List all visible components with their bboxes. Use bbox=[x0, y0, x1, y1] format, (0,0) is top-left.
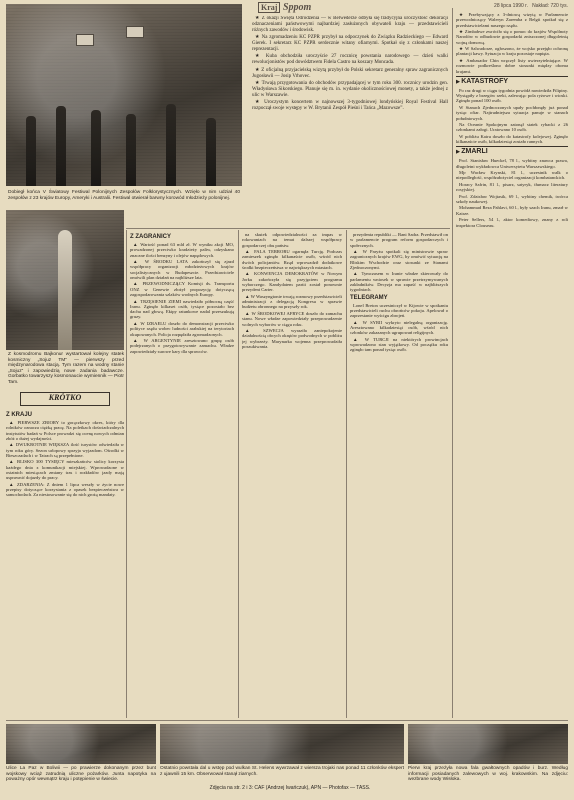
krotko-item: ▲ PIERWSZE ZBIORY to gorączkowy okres, który dla rolników oznacza ciężką pracę. Na poletkach doświadczalnych instytutów badań w Polsce prowadzi się ocenę nowych odmian zbóż o dużej wydajności. bbox=[6, 420, 124, 441]
festival-photo bbox=[6, 4, 242, 186]
dancer-figure bbox=[126, 114, 136, 186]
z-kraju-heading: Z KRAJU bbox=[6, 412, 33, 418]
telegramy-heading: TELEGRAMY bbox=[350, 294, 388, 301]
rocket-photo bbox=[6, 210, 124, 350]
section-rule bbox=[126, 228, 450, 229]
volcano-caption: Ostatnio powstała dal u wstęp pod wulkan St. Helens wywrzawał z wiersza trojaki nas ponad 11 członków ekspert z ujawnili 15 km. Obserwował stanął ziarnych. bbox=[160, 766, 404, 777]
krotko-column bbox=[6, 410, 124, 715]
top-news-item: ★ Kuba obchodziła uroczyście 27 rocznicę powstania narodowego — dzień walki rewolucjonistów pod dowództwem Fidela Castro na koszary Moncada. bbox=[252, 54, 448, 66]
right-news-item: ★ Ambasador Chin wręczył listy uwierzytelniające. W rozmowie podkreślono dobre stosunki między oboma krajami. bbox=[456, 58, 568, 74]
top-news-item: ★ Uroczystym koncertem w najnowszej 3-tygodniowej londyńskiej Royal Festival Hall rozpoczął swoje występy w W. Brytanii Zespół Pieśni i Tańca „Mazowsze”. bbox=[252, 100, 448, 112]
zmarli-item: Horacy Safrin, 81 l., pisarz, satyryk, tłumacz literatury rosyjskiej. bbox=[456, 181, 568, 193]
la-paz-caption: Ulice La Paz w Boliwii — po prawierze dokonanym przez bunt wojskowy wciąż zatrudnią uliczne pożarków. Junta napotyka na poważny opór wewnątrz kraju i potępienie w świecie. bbox=[6, 766, 156, 783]
zagranica-column bbox=[130, 232, 234, 718]
krotko-item: ▲ ZDARZENIA: Z dniem 1 lipca weszły w życie nowe przepisy dotyczące korzystania z opasek bezpieczeństwa w samochodach. Za niestosowanie się do nich grożą mandaty. bbox=[6, 482, 124, 498]
dancer-figure bbox=[56, 106, 66, 186]
rocket-caption: Z kosmodromu Bajkonur wystartował kolejny statek kosmiczny „Sojuz TM” — pierwszy przed międzynarodowa stacją. Tym razem na wodny stanie „Sojuz” i zapowiedzią nowe zadania badawcze. Gorbatko towarzyszy kosmonaucie wymiennik — Piotr Tam. bbox=[8, 352, 124, 385]
zmarli-item: Mohammad Reza Pahlavi, 60 l., były szach Iranu, zmarł w Kairze. bbox=[456, 205, 568, 216]
telegram-item: ▲ W Paryżu spotkali się ministrowie spraw zagranicznych krajów EWG, by omówić sytuację na Bliskim Wschodzie oraz stosunki ze Stanami Zjednoczonymi. bbox=[350, 249, 448, 270]
zagranica-item: ▲ W ŚRODKU LATA zakończył się zjazd współpracy organizacji młodzieżowych krajów socjalistycznych w Budapeszcie. Przedstawiciele omówili plan działań na najbliższe lata. bbox=[130, 259, 234, 280]
zagranica-item: ▲ Wartość ponad 63 mld zł. W wyniku akcji MO, prowadzonej przeciwko kradzieży paliw, odzyskano znaczne ilości benzyny i olejów napędowych. bbox=[130, 242, 234, 258]
right-column bbox=[456, 12, 568, 718]
print-run: Nakład: 720 tys. bbox=[532, 3, 568, 9]
zmarli-item: Prof. Zdzisław Wojtasik, 69 l., wybitny chemik, twórca szkoły naukowej. bbox=[456, 193, 568, 204]
logo-brand: Kraj bbox=[258, 2, 280, 13]
telegram-item: ▲ W TURCJI na niektórych prowincjach wprowadzono stan wyjątkowy. Od początku roku zginęło tam ponad tysiąc osób. bbox=[350, 337, 448, 353]
world-item: ▲ SZWECJA wyraziła zaniepokojenie działalnością obcych okrętów podwodnych w pobliżu jej wybrzeży. Marynarka wojenna przeprowadziła poszukiwania. bbox=[242, 328, 342, 349]
top-news-column bbox=[252, 16, 448, 226]
katastrofy-heading: ▶ KATASTROFY bbox=[456, 76, 568, 86]
z-zagranicy-heading: Z ZAGRANICY bbox=[130, 234, 171, 240]
flag-shape bbox=[126, 26, 144, 38]
katastrofy-item: W pobliżu Kairu doszło do katastrofy kolejowej. Zginęło kilkanaście osób, kilkadziesiąt zostało rannych. bbox=[456, 133, 568, 145]
world-item: ▲ FALA TERRORU ogarnęła Turcję. Podczas zamieszek zginęło kilkanaście osób, wśród nich dwóch policjantów. Rząd wprowadził dodatkowe środki bezpieczeństwa w największych miastach. bbox=[242, 249, 342, 270]
telegram-item: ▲ Tymczasem w Iranie władze skierowały do parlamentu wniosek w sprawie przetrzymywanych zakładników. Decyzja ma zapaść w najbliższych tygodniach. bbox=[350, 271, 448, 292]
krotko-item: ▲ DWUKROTNIE WIĘKSZA ilość turystów odwiedziła w tym roku góry. Sezon urlopowy sprzyja wyjazdom. Ośrodki w Bieszczadach i w Tatrach są przepełnione. bbox=[6, 442, 124, 458]
dancer-figure bbox=[26, 116, 36, 186]
zmarli-item: Peter Sellers, 54 l., aktor komediowy, znany z roli inspektora Clouseau. bbox=[456, 217, 568, 228]
column-rule bbox=[452, 8, 453, 718]
flood-photo bbox=[408, 724, 568, 764]
world-item: ▲ KONWENCJA DEMOKRATÓW w Nowym Jorku zakończyła się przyjęciem programu wyborczego. Kandydatem partii został ponownie prezydent Carter. bbox=[242, 271, 342, 292]
photo-credits: Zdjęcia na str. 2 i 3: CAF (Andrzej Iwańczuk), APN — Photofax — TASS. bbox=[209, 785, 371, 791]
katastrofy-item: W Stanach Zjednoczonych upały pochłonęły już ponad tysiąc ofiar. Najtrudniejsza sytuacja panuje w stanach południowych. bbox=[456, 104, 568, 121]
flood-caption: Pierw kraj przeżyła nowa fala gwałtownych opadów i burz. Według informacji posiadanych zalewowych w woj. krakowskim. Na zdjęciu: wezbrane wody Wisłoka. bbox=[408, 766, 568, 783]
right-news-item: ★ Zimbabwe zwróciło się o pomoc do krajów Wspólnoty Narodów w odbudowie gospodarki zniszczonej długoletnią wojną domową. bbox=[456, 29, 568, 45]
top-news-item: ★ Trwają przygotowania do obchodów przypadającej w tym roku 300. rocznicy urodzin gen. Władysława Sikorskiego. Planuje się m. in. wydanie okolicznościowej monety, a także jednej z ulic w Warszawie. bbox=[252, 81, 448, 99]
dancer-figure bbox=[91, 110, 101, 186]
rocket-shape bbox=[58, 230, 72, 350]
krotko-box-title: KRÓTKO bbox=[20, 392, 110, 406]
zagranica-item: ▲ W ARGENTYNIE aresztowano grupę osób podejrzanych o przygotowywanie zamachu. Władze zapowiedziały surowe kary dla sprawców. bbox=[130, 338, 234, 354]
masthead-logo bbox=[258, 2, 311, 13]
bottom-rule bbox=[6, 720, 568, 721]
flag-shape bbox=[76, 34, 94, 46]
telegram-item: prezydenta republiki — Bani Sadra. Przedstawił on w parlamencie program reform gospodarczych i społecznych. bbox=[350, 232, 448, 248]
top-news-item: ★ Z okazji Święta Odrodzenia — w Belwederze odbyła się tradycyjna uroczystość dekoracji odznaczeniami państwowymi najbardziej zasłużonych obywateli kraju — przedstawicieli różnych zawodów i środowisk. bbox=[252, 16, 448, 34]
zmarli-heading: ▶ ZMARLI bbox=[456, 146, 568, 156]
la-paz-photo bbox=[6, 724, 156, 764]
world-item: ▲ W ŚRODKOWEJ AFRYCE doszło do zamachu stanu. Nowe władze zapowiedziały przeprowadzenie wolnych wyborów w ciągu roku. bbox=[242, 311, 342, 327]
katastrofy-item: Na Oceanie Spokojnym zatonął statek rybacki z 26 członkami załogi. Uratowano 10 osób. bbox=[456, 121, 568, 133]
top-news-item: ★ Na zgromadzeniu KC PZPR przybył na odpoczynek do Związku Radzieckiego — Edward Gierek. I sekretarz KC PZPR serdecznie witany ofiarnymi. Spotkał się z członkami naszej reprezentacji. bbox=[252, 35, 448, 53]
masthead-meta bbox=[494, 4, 568, 9]
katastrofy-item: Po raz drugi w ciągu tygodnia powódź nawiedziła Filipiny. Wystąpiły z brzegów rzeki, zalewając pola ryżowe i wioski. Zginęło ponad 100 osób. bbox=[456, 87, 568, 104]
right-news-item: ★ Przebywający z 3-dniową wizytą w Parlamencie przewodniczący Waleryn Zaremba z Belgii spotkał się z przedstawicielami naszego rządu. bbox=[456, 12, 568, 28]
festival-caption: Dobiegł końca V Światowy Festiwal Polonijnych Zespołów Folklorystycznych. Wzięło w nim udział 40 zespołów z 23 krajów Europy, Ameryki i Australii. Festiwal otwierał barwny korowód młodzieży polonijnej. bbox=[8, 190, 240, 201]
world-item: na skutek odpowiedzialności za impas w rokowaniach na temat dalszej współpracy gospodarczej obu państw. bbox=[242, 232, 342, 248]
krotko-item: ▲ BLISKO 300 TYSIĘCY mieszkańców stolicy korzysta każdego dnia z komunikacji miejskiej. Wprowadzone w ostatnich miesiącach zmiany tras i rozkładów jazdy mają usprawnić dojazdy do pracy. bbox=[6, 459, 124, 480]
telegram-item: ▲ W SYRII wykryto nielegalną organizację. Aresztowano kilkadziesiąt osób, wśród nich członków zakazanych ugrupowań religijnych. bbox=[350, 320, 448, 336]
world-item: ▲ W Waszyngtonie trwają rozmowy przedstawicieli administracji z delegacją Kongresu w sprawie budżetu obronnego na przyszły rok. bbox=[242, 294, 342, 310]
zagranica-item: ▲ PRZEWODNICZĄCY Komisji ds. Transportu ONZ w Genewie złożył propozycję dotyczącą zagospodarowania szlaków wodnych Europy. bbox=[130, 281, 234, 297]
issue-date: 28 lipca 1990 r. bbox=[494, 3, 528, 9]
zmarli-item: Prof. Stanisław Hueckel, 78 l., wybitny znawca prawa, długoletni wykładowca Uniwersytetu Warszawskiego. bbox=[456, 158, 568, 169]
column-rule bbox=[346, 230, 347, 718]
column-rule bbox=[238, 230, 239, 718]
world-column bbox=[242, 232, 342, 718]
volcano-photo bbox=[160, 724, 404, 764]
telegram-item: Lonel Breton uczestniczył w Kijowie w spotkaniu przedstawicieli ruchu obrońców pokoju. Apelował o zaprzestanie wyścigu zbrojeń. bbox=[350, 302, 448, 319]
telegram-column bbox=[350, 232, 448, 718]
zmarli-item: Mjr Wacław Krynski, 81 l., uczestnik walk o niepodległość, współzałożyciel organizacji kombatanckich. bbox=[456, 170, 568, 181]
logo-tail: Sppom bbox=[282, 2, 312, 13]
zagranica-item: ▲ W IZRAELU doszło do demonstracji przeciwko polityce rządu wobec ludności arabskiej na terytoriach okupowanych. Policja rozpędziła zgromadzonych. bbox=[130, 321, 234, 337]
dancer-figure bbox=[166, 104, 176, 186]
column-rule bbox=[126, 230, 127, 718]
top-news-item: ★ Z oficjalną przyjacielską wizytą przybył do Polski sekretarz generalny spraw zagranicznych Jugosławii — Josip Vrhovec. bbox=[252, 68, 448, 80]
right-news-item: ★ W Salwadorze, ogłoszono, że wojsko przejęło ochronę plantacji kawy. Sytuacja w kraju pozostaje napięta. bbox=[456, 46, 568, 57]
dancer-figure bbox=[206, 118, 216, 186]
zagranica-item: ▲ TRZĘSIENIE ZIEMI nawiedziło północną część Iranu. Zginęło kilkaset osób, tysiące pozostało bez dachu nad głową. Ekipy ratunkowe nadal przeszukują gruzy. bbox=[130, 299, 234, 320]
